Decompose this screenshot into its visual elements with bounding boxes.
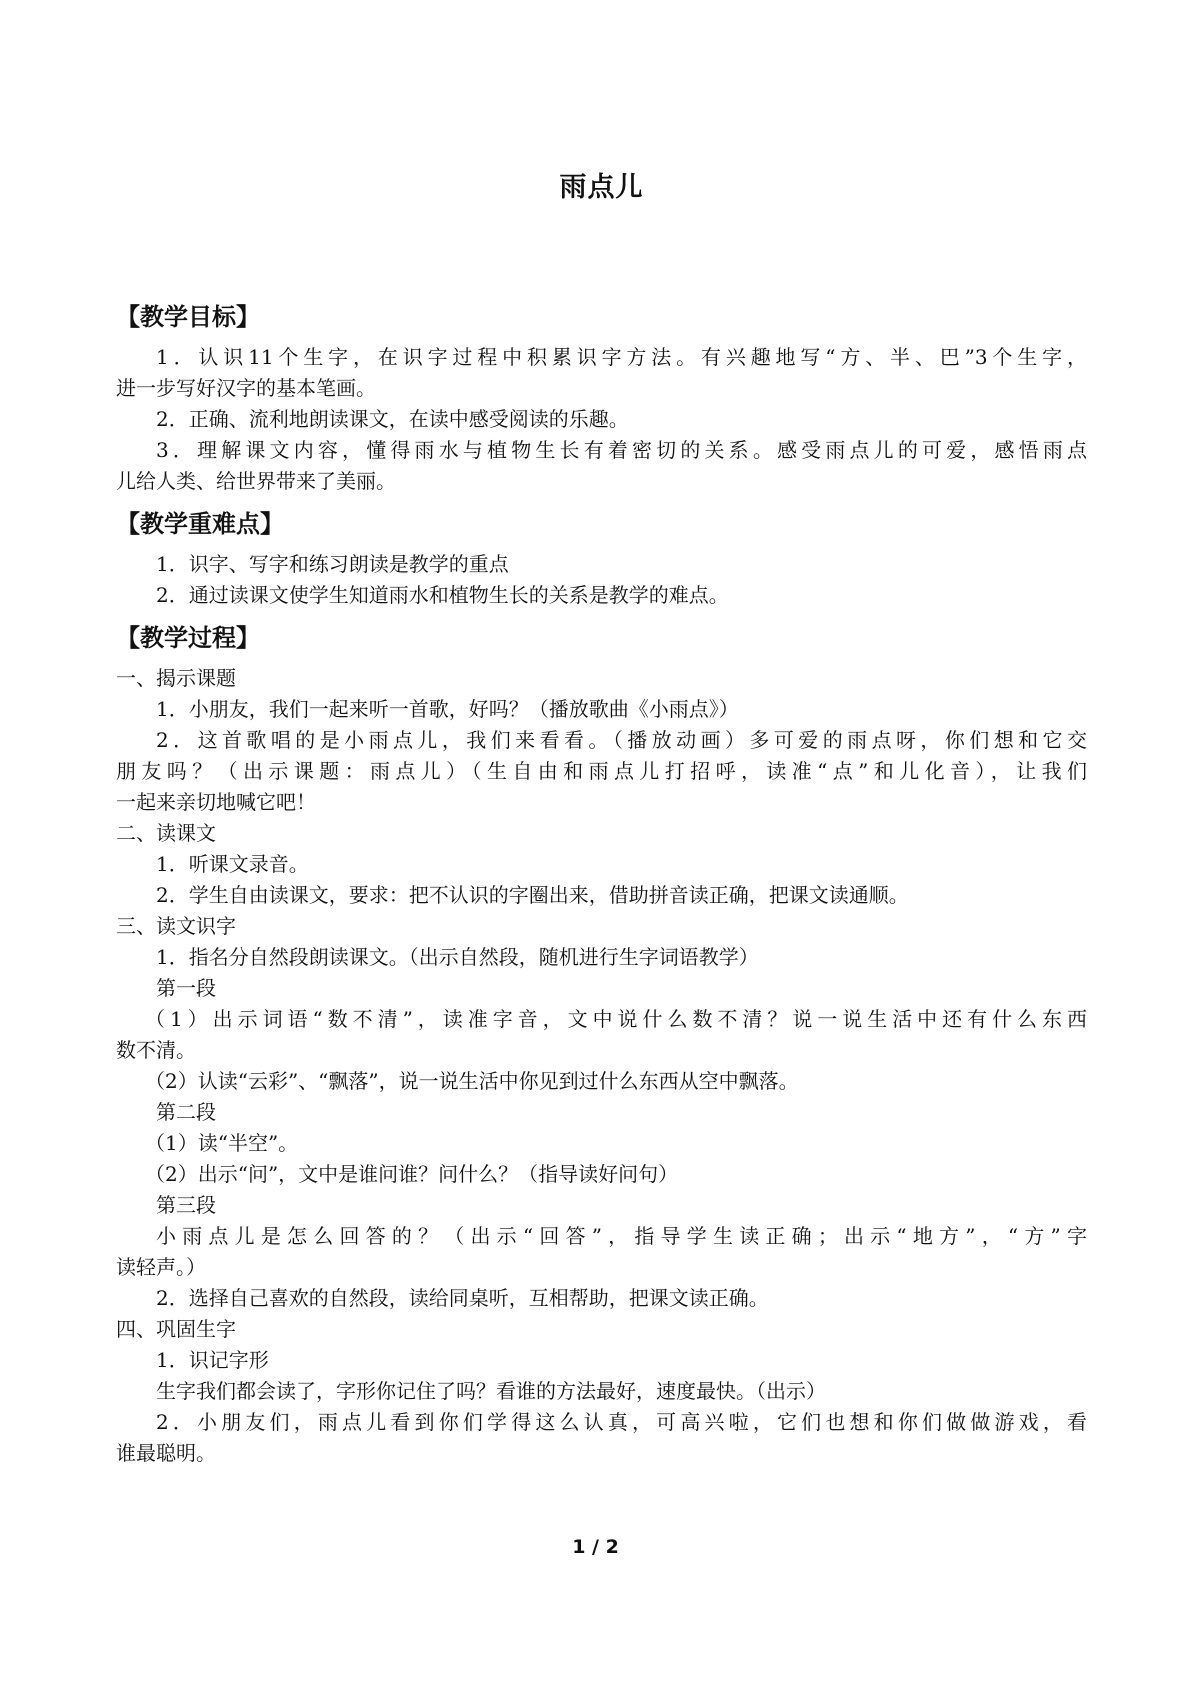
process-body	[116, 663, 1087, 1469]
objectives-line: 1．认识11个生字，在识字过程中积累识字方法。有兴趣地写“方、半、巴”3个生字，	[156, 345, 1087, 369]
objectives-line: 2．正确、流利地朗读课文，在读中感受阅读的乐趣。	[156, 407, 629, 431]
key-points-body	[116, 549, 1087, 611]
process-line: 生字我们都会读了，字形你记住了吗？看谁的方法最好，速度最快。（出示）	[156, 1379, 826, 1403]
objectives-heading: 【教学目标】	[116, 303, 260, 331]
objectives-body	[116, 342, 1087, 497]
process-line: （2）出示“问”，文中是谁问谁？问什么？（指导读好问句）	[145, 1162, 679, 1186]
key-points-line: 1．识字、写字和练习朗读是教学的重点	[156, 552, 509, 576]
process-line: 2．这首歌唱的是小雨点儿，我们来看看。（播放动画）多可爱的雨点呀，你们想和它交	[156, 728, 1087, 752]
process-line: 读轻声。）	[116, 1255, 206, 1279]
process-line: 数不清。	[116, 1038, 196, 1062]
process-paragraph-label: 第二段	[156, 1100, 216, 1124]
process-line: 2．选择自己喜欢的自然段，读给同桌听，互相帮助，把课文读正确。	[156, 1286, 769, 1310]
process-line: 1．小朋友，我们一起来听一首歌，好吗？（播放歌曲《小雨点》）	[156, 697, 739, 721]
document-title: 雨点儿	[559, 172, 644, 203]
process-line: 朋友吗？（出示课题：雨点儿）（生自由和雨点儿打招呼，读准“点”和儿化音），让我们	[116, 759, 1087, 783]
objectives-line: 3．理解课文内容，懂得雨水与植物生长有着密切的关系。感受雨点儿的可爱，感悟雨点	[156, 438, 1087, 462]
objectives-line: 进一步写好汉字的基本笔画。	[116, 376, 376, 400]
key-points-line: 2．通过读课文使学生知道雨水和植物生长的关系是教学的难点。	[156, 583, 729, 607]
process-line: 2．学生自由读课文，要求：把不认识的字圈出来，借助拼音读正确，把课文读通顺。	[156, 883, 909, 907]
process-subheading: 二、读课文	[116, 821, 216, 845]
process-line: （1）读“半空”。	[145, 1131, 299, 1155]
process-line: 小雨点儿是怎么回答的？（出示“回答”，指导学生读正确；出示“地方”，“方”字	[156, 1224, 1087, 1248]
process-line: （2）认读“云彩”、“飘落”，说一说生活中你见到过什么东西从空中飘落。	[145, 1069, 799, 1093]
process-line: 谁最聪明。	[116, 1441, 216, 1465]
process-paragraph-label: 第三段	[156, 1193, 216, 1217]
key-points-heading: 【教学重难点】	[116, 510, 284, 538]
process-heading: 【教学过程】	[116, 624, 260, 652]
process-line: 1．指名分自然段朗读课文。（出示自然段，随机进行生字词语教学）	[156, 945, 759, 969]
page-number: 1 / 2	[572, 1536, 619, 1558]
process-subheading: 四、巩固生字	[116, 1317, 236, 1341]
process-line: 2．小朋友们，雨点儿看到你们学得这么认真，可高兴啦，它们也想和你们做做游戏，看	[156, 1410, 1087, 1434]
process-line: 1．听课文录音。	[156, 852, 309, 876]
process-paragraph-label: 第一段	[156, 976, 216, 1000]
process-line: （1）出示词语“数不清”，读准字音，文中说什么数不清？说一说生活中还有什么东西	[145, 1007, 1087, 1031]
process-subheading: 一、揭示课题	[116, 666, 236, 690]
process-line: 1．识记字形	[156, 1348, 269, 1372]
objectives-line: 儿给人类、给世界带来了美丽。	[116, 469, 396, 493]
process-line: 一起来亲切地喊它吧！	[116, 790, 316, 814]
process-subheading: 三、读文识字	[116, 914, 236, 938]
